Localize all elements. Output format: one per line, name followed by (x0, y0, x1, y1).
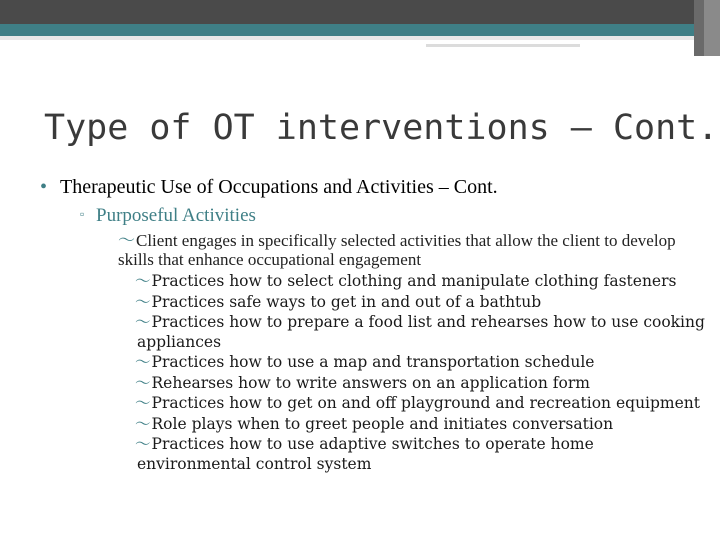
list-item (120, 435, 710, 474)
list-item-text: Practices how to use adaptive switches to operate home environmental control system (137, 435, 594, 473)
list-item (120, 415, 710, 435)
list-item-text: Practices safe ways to get in and out of a bathtub (151, 292, 542, 311)
wave-bullet-icon: 〜 (135, 353, 151, 371)
list-item (120, 374, 710, 394)
list-item-text: Practices how to get on and off playground and recreation equipment (151, 394, 701, 412)
bullet-level-2-text: Purposeful Activities (96, 205, 256, 226)
list-item (120, 272, 710, 292)
wave-bullet-icon: 〜 (135, 373, 151, 392)
wave-bullet-icon: 〜 (135, 414, 151, 433)
round-bullet-icon: • (40, 176, 48, 198)
wave-bullet-icon: 〜 (135, 435, 151, 453)
wave-bullet-icon: 〜 (135, 292, 151, 311)
square-bullet-icon: ▫ (80, 207, 85, 221)
list-item-text: Role plays when to greet people and initiates conversation (151, 414, 614, 433)
list-item (120, 353, 710, 373)
list-item (120, 394, 710, 414)
wave-bullet-icon: 〜 (135, 272, 151, 290)
bullet-level-2 (80, 205, 256, 227)
wave-bullet-icon: 〜 (118, 231, 135, 250)
list-item-text: Practices how to prepare a food list and rehearses how to use cooking appliances (137, 313, 705, 351)
bullet-level-1 (40, 176, 710, 199)
list-item (120, 293, 710, 313)
list-item-text: Practices how to select clothing and manipulate clothing fasteners (151, 272, 677, 290)
wave-bullet-icon: 〜 (135, 313, 151, 331)
bullet-level-1-text: Therapeutic Use of Occupations and Activities – Cont. (60, 176, 498, 198)
activity-list (120, 272, 710, 475)
wave-bullet-icon: 〜 (135, 394, 151, 412)
list-item-text: Rehearses how to write answers on an application form (151, 373, 590, 392)
bullet-level-3 (118, 231, 698, 269)
list-item (120, 313, 710, 352)
bullet-level-3-text: Client engages in specifically selected activities that allow the client to develop skills that enhance occupational engagement (118, 231, 676, 269)
list-item-text: Practices how to use a map and transportation schedule (151, 353, 595, 371)
slide-title: Type of OT interventions – Cont. (44, 108, 719, 148)
